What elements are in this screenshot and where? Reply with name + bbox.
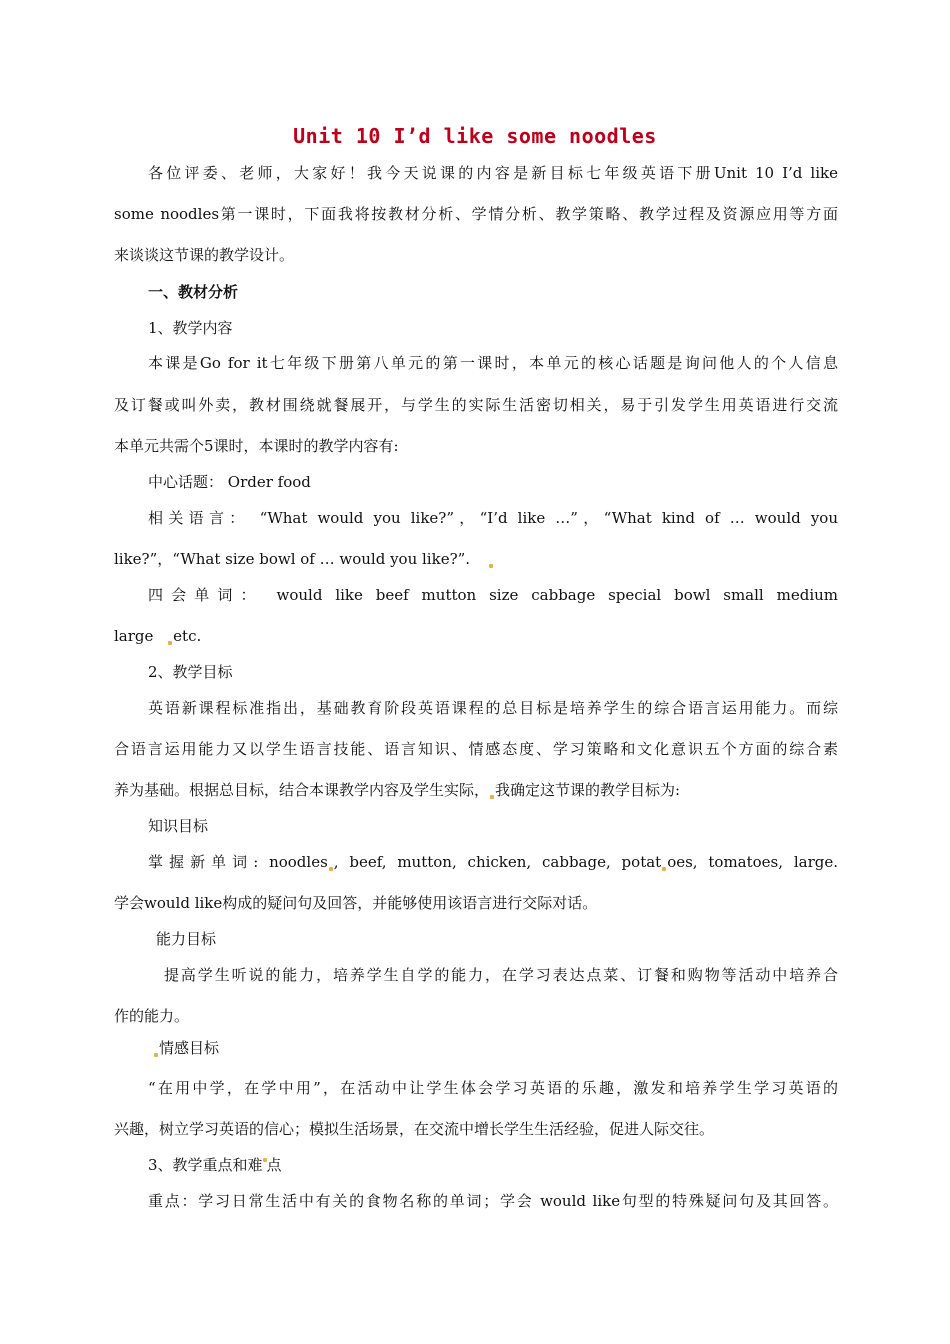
knowledge-line-1 [148, 852, 838, 872]
intro-line-2: some noodles第一课时，下面我将按教材分析、学情分析、教学策略、教学过程及资源应用等方面 [114, 205, 838, 223]
edit-mark [329, 867, 333, 871]
emotion-line-1: “在用中学，在学中用”，在活动中让学生体会学习英语的乐趣，激发和培养学生学习英语的 [148, 1079, 838, 1097]
emotion-line-2: 兴趣，树立学习英语的信心；模拟生活场景，在交流中增长学生生活经验，促进人际交往。 [114, 1120, 715, 1138]
vocabulary-word-large: large [114, 627, 154, 645]
subheading-key-points [148, 1155, 838, 1175]
key-points-heading-part-1: 3、教学重点和难 [148, 1156, 263, 1174]
content-line-3: 本单元共需个5课时，本课时的教学内容有: [114, 437, 399, 455]
intro-line-1: 各位评委、老师，大家好！我今天说课的内容是新目标七年级英语下册Unit 10 I’d like [148, 164, 838, 182]
edit-mark [490, 795, 494, 799]
section-heading-textbook-analysis: 一、教材分析 [148, 283, 239, 301]
knowledge-line-2: 学会would like构成的疑问句及回答，并能够使用该语言进行交际对话。 [114, 894, 598, 912]
knowledge-line-1-part-2: , beef, mutton, chicken, cabbage, potat [333, 853, 662, 871]
content-line-1: 本课是Go for it七年级下册第八单元的第一课时，本单元的核心话题是询问他人的个人信息 [148, 354, 838, 372]
objectives-line-3 [114, 780, 838, 800]
edit-mark [154, 1053, 158, 1057]
ability-line-2: 作的能力。 [114, 1007, 190, 1025]
knowledge-line-1-part-1: 掌握新单词: noodles [148, 853, 328, 871]
ability-line-1: 提高学生听说的能力，培养学生自学的能力，在学习表达点菜、订餐和购物等活动中培养合 [164, 966, 838, 984]
knowledge-line-1-part-3: oes, tomatoes, large. [667, 853, 838, 871]
document-title: Unit 10 I’d like some noodles [293, 124, 657, 148]
vocabulary-line-2 [114, 626, 838, 646]
key-points-heading-part-2: 点 [266, 1156, 282, 1174]
content-line-2: 及订餐或叫外卖，教材围绕就餐展开，与学生的实际生活密切相关，易于引发学生用英语进行交流 [114, 396, 838, 414]
objectives-line-3-part-2: 我确定这节课的教学目标为: [495, 781, 681, 799]
related-language-line-1: 相关语言： “What would you like?”，“I’d like …”，“What kind of … would you [148, 509, 838, 527]
subheading-teaching-objectives: 2、教学目标 [148, 663, 233, 681]
key-points-line: 重点：学习日常生活中有关的食物名称的单词；学会 would like句型的特殊疑问句及其回答。 [148, 1192, 838, 1210]
ability-objectives-heading: 能力目标 [156, 930, 217, 948]
vocabulary-etc: etc. [173, 627, 202, 645]
edit-mark [168, 641, 172, 645]
edit-mark [662, 867, 666, 871]
knowledge-objectives-heading: 知识目标 [148, 817, 209, 835]
intro-line-3: 来谈谈这节课的教学设计。 [114, 246, 295, 264]
related-language-line-2 [114, 549, 838, 569]
central-topic-line: 中心话题： Order food [148, 473, 311, 491]
objectives-line-2: 合语言运用能力又以学生语言技能、语言知识、情感态度、学习策略和文化意识五个方面的综合素 [114, 740, 838, 758]
subheading-teaching-content: 1、教学内容 [148, 319, 233, 337]
objectives-line-3-part-1: 养为基础。根据总目标，结合本课教学内容及学生实际， [114, 781, 490, 799]
edit-mark [489, 564, 493, 568]
emotion-heading-text: 情感目标 [159, 1039, 220, 1057]
related-language-text: like?”，“What size bowl of … would you like?”. [114, 550, 471, 568]
emotion-objectives-heading [148, 1038, 838, 1058]
vocabulary-line-1: 四会单词： would like beef mutton size cabbage special bowl small medium [148, 586, 838, 604]
objectives-line-1: 英语新课程标准指出，基础教育阶段英语课程的总目标是培养学生的综合语言运用能力。而综 [148, 699, 838, 717]
